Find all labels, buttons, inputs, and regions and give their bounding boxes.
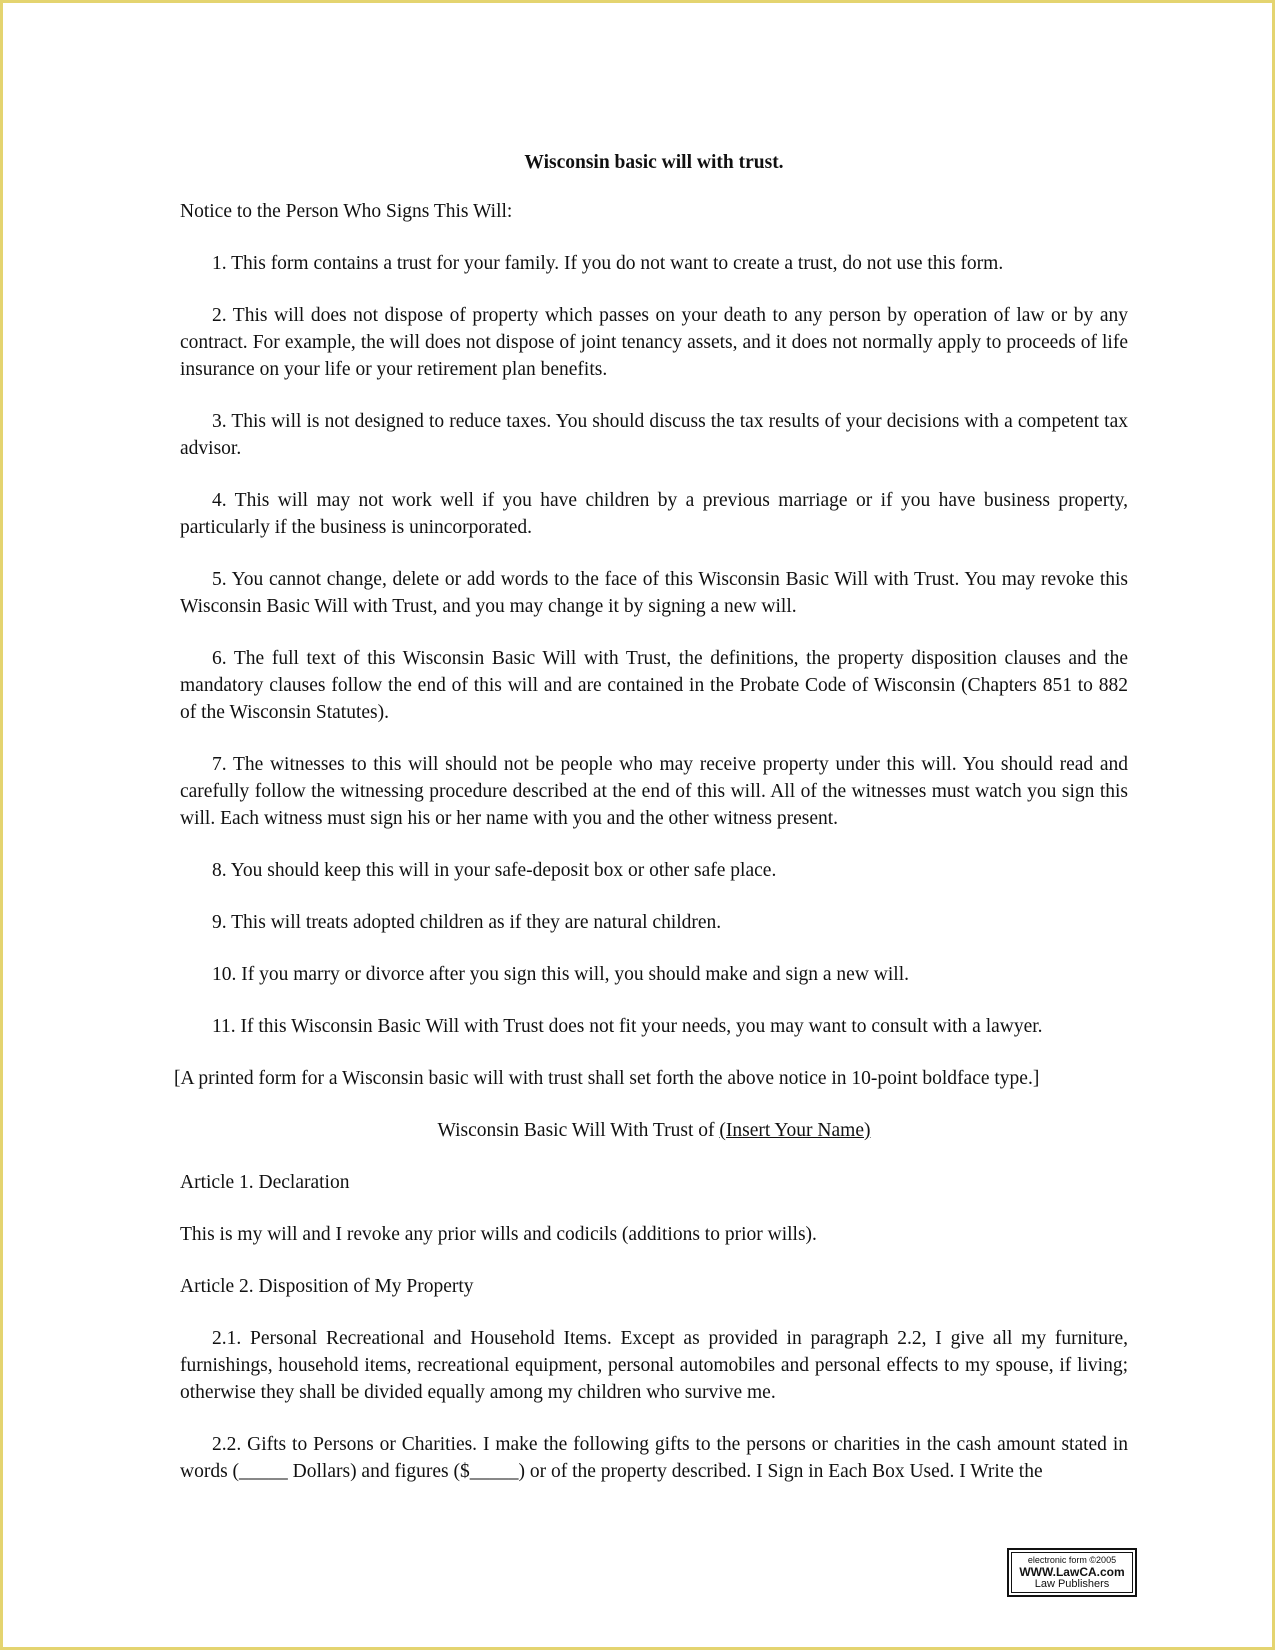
notice-heading: Notice to the Person Who Signs This Will: [180,201,513,222]
stamp-website: WWW.LawCA.com [1019,1565,1125,1579]
notice-item: 11. If this Wisconsin Basic Will with Trust does not fit your needs, you may want to consult with a lawyer. [212,1016,1043,1037]
notice-item: 1. This form contains a trust for your family. If you do not want to create a trust, do not use this form. [212,253,1004,274]
document-body [174,149,1128,1510]
will-title [180,1117,1128,1144]
insert-name-placeholder: (Insert Your Name) [719,1120,871,1141]
notice-item: 10. If you marry or divorce after you sign this will, you should make and sign a new will. [212,964,909,985]
stamp-copyright: electronic form ©2005 [1027,1555,1117,1565]
notice-item: 2. This will does not dispose of property which passes on your death to any person by operation of law or by any contract. For example, the will does not dispose of joint tenancy assets, and it does not normally apply to proceeds of life insurance on your life or your retirement plan benefits. [180,305,1128,380]
boldface-note: [A printed form for a Wisconsin basic will with trust shall set forth the above notice in 10-point boldface type.] [174,1068,1040,1089]
paragraph-2-1: 2.1. Personal Recreational and Household Items. Except as provided in paragraph 2.2, I give all my furniture, furnishings, household items, recreational equipment, personal automobiles and personal effects to my spouse, if living; otherwise they shall be divided equally among my children who survive me. [180,1328,1128,1403]
notice-item: 7. The witnesses to this will should not be people who may receive property under this will. You should read and carefully follow the witnessing procedure described at the end of this will. All of the witnesses must watch you sign this will. Each witness must sign his or her name with you and the other witness present. [180,754,1128,829]
notice-item: 9. This will treats adopted children as if they are natural children. [212,912,722,933]
stamp-publisher: Law Publishers [1034,1578,1110,1590]
paragraph-2-2: 2.2. Gifts to Persons or Charities. I make the following gifts to the persons or charities in the cash amount stated in words (_____ Dollars) and figures ($_____) or of the property described. I Sign in Each Box Used. I Write the [180,1434,1128,1482]
notice-item: 4. This will may not work well if you have children by a previous marriage or if you have business property, particularly if the business is unincorporated. [180,490,1128,538]
will-title-prefix: Wisconsin Basic Will With Trust of [437,1120,720,1141]
document-title: Wisconsin basic will with trust. [524,152,784,173]
publisher-stamp [1007,1548,1137,1597]
publisher-stamp-inner [1011,1552,1133,1593]
notice-item: 3. This will is not designed to reduce taxes. You should discuss the tax results of your decisions with a competent tax advisor. [180,411,1128,459]
article-1-heading: Article 1. Declaration [180,1172,350,1193]
article-1-text: This is my will and I revoke any prior wills and codicils (additions to prior wills). [180,1224,817,1245]
article-2-heading: Article 2. Disposition of My Property [180,1276,474,1297]
notice-item: 5. You cannot change, delete or add words to the face of this Wisconsin Basic Will with Trust. You may revoke this Wisconsin Basic Will with Trust, and you may change it by signing a new will. [180,569,1128,617]
notice-item: 6. The full text of this Wisconsin Basic Will with Trust, the definitions, the property disposition clauses and the mandatory clauses follow the end of this will and are contained in the Probate Code of Wisconsin (Chapters 851 to 882 of the Wisconsin Statutes). [180,648,1128,723]
notice-item: 8. You should keep this will in your safe-deposit box or other safe place. [212,860,777,881]
